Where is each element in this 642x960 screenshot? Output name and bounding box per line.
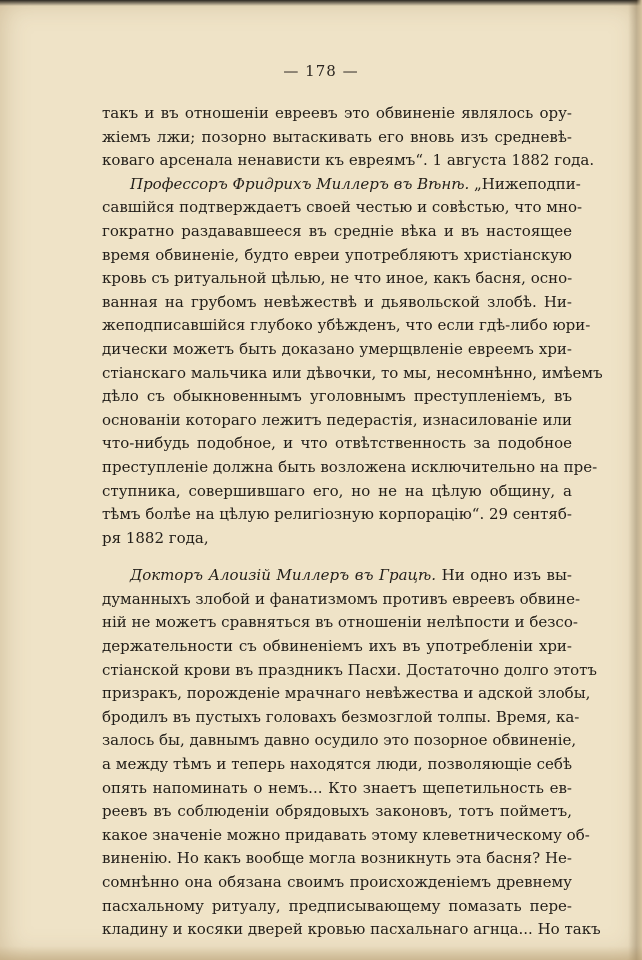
italic-heading: Докторъ Алоизій Миллеръ въ Грацѣ. [130, 566, 436, 585]
paragraph-gap [102, 550, 572, 564]
line-text: Ни одно изъ вы- [436, 566, 572, 585]
text-line [102, 314, 591, 338]
page-text-body [102, 102, 603, 942]
text-line [102, 824, 590, 848]
scan-top-shadow [0, 0, 642, 6]
line-text: призракъ, порожденіе мрачнаго невѣжества и адской злобы, [102, 684, 591, 703]
text-line [102, 362, 603, 386]
text-line [102, 800, 572, 824]
line-text: кровь съ ритуальной цѣлью, не что иное, какъ басня, осно- [102, 269, 573, 288]
text-line [102, 659, 597, 683]
line-text: гократно раздававшееся въ средніе вѣка и въ настоящее [102, 221, 572, 240]
text-line [102, 527, 572, 551]
line-text: бродилъ въ пустыхъ головахъ безмозглой толпы. Время, ка- [102, 707, 580, 726]
text-line [102, 564, 572, 588]
text-line [102, 173, 581, 197]
text-line [102, 244, 572, 268]
text-line [102, 291, 572, 315]
text-line [102, 871, 572, 895]
text-line [102, 847, 572, 871]
page-number: — 178 — [283, 62, 359, 80]
line-text: время обвиненіе, будто евреи употребляютъ христіанскую [102, 245, 572, 264]
line-text: а между тѣмъ и теперь находятся люди, позволяющіе себѣ [102, 755, 572, 774]
line-text: что-нибудь подобное, и что отвѣтственность за подобное [102, 434, 572, 453]
text-line [102, 611, 578, 635]
line-text: кладину и косяки дверей кровью пасхальнаго агнца... Но такъ [102, 920, 601, 939]
text-line [102, 480, 572, 504]
italic-heading: Профессоръ Фридрихъ Миллеръ въ Вѣнѣ. [130, 174, 470, 193]
text-line [102, 895, 572, 919]
line-text: ступника, совершившаго его, но не на цѣлую общину, а [102, 481, 572, 500]
line-text: сомнѣнно она обязана своимъ происхожденіемъ древнему [102, 873, 572, 891]
page-bottom-edge [0, 946, 642, 960]
text-line [102, 456, 598, 480]
line-text: дически можетъ быть доказано умерщвленіе евреемъ хри- [102, 339, 572, 358]
text-line [102, 753, 572, 777]
text-line [102, 588, 581, 612]
text-line [102, 126, 572, 150]
text-line [102, 196, 583, 220]
text-line [102, 409, 572, 433]
text-line [102, 220, 572, 244]
line-text: тѣмъ болѣе на цѣлую религіозную корпорацію“. 29 сентяб- [102, 505, 572, 524]
text-line [102, 729, 577, 753]
line-text: пасхальному ритуалу, предписывающему помазать пере- [102, 896, 572, 915]
text-line [102, 385, 572, 409]
text-line [102, 918, 601, 942]
line-text: преступленіе должна быть возложена исключительно на пре- [102, 457, 598, 476]
text-line [102, 706, 580, 730]
text-line [102, 338, 572, 362]
line-text: коваго арсенала ненависти къ евреямъ“. 1 августа 1882 года. [102, 151, 595, 170]
line-text: стіанской крови въ праздникъ Пасхи. Достаточно долго этотъ [102, 660, 597, 679]
text-line [102, 102, 572, 126]
text-line [102, 503, 572, 527]
text-line [102, 432, 572, 456]
line-text: основаніи котораго лежитъ педерастія, изнасилованіе или [102, 410, 572, 429]
text-line [102, 635, 572, 659]
line-text: залось бы, давнымъ давно осудило это позорное обвиненіе, [102, 731, 577, 750]
line-text: стіанскаго мальчика или дѣвочки, то мы, несомнѣнно, имѣемъ [102, 363, 603, 382]
line-text: ванная на грубомъ невѣжествѣ и дьявольской злобѣ. Ни- [102, 292, 572, 311]
line-text: опять напоминать о немъ... Кто знаетъ щепетильность ев- [102, 778, 572, 797]
line-text: савшійся подтверждаетъ своей честью и совѣстью, что мно- [102, 198, 583, 217]
paragraph [102, 102, 595, 173]
line-text: дѣло съ обыкновеннымъ уголовнымъ преступленіемъ, въ [102, 387, 572, 406]
line-text: „Нижеподпи- [469, 174, 581, 193]
line-text: какое значеніе можно придавать этому клеветническому об- [102, 825, 590, 844]
line-text: думанныхъ злобой и фанатизмомъ противъ евреевъ обвине- [102, 589, 581, 608]
paragraph [102, 173, 603, 551]
paragraph [102, 564, 601, 942]
line-text: ній не можетъ сравняться въ отношеніи нелѣпости и безсо- [102, 613, 578, 632]
text-line [102, 267, 572, 291]
line-text: жеподписавшійся глубоко убѣжденъ, что если гдѣ-либо юри- [102, 316, 591, 335]
page-right-edge [628, 0, 642, 960]
line-text: виненію. Но какъ вообще могла возникнуть эта басня? Не- [102, 849, 572, 868]
line-text: такъ и въ отношеніи евреевъ это обвиненіе являлось ору- [102, 104, 572, 122]
text-line [102, 149, 595, 173]
line-text: жіемъ лжи; позорно вытаскивать его вновь изъ средневѣ- [102, 127, 572, 146]
line-text: ря 1882 года, [102, 528, 209, 547]
line-text: держательности съ обвиненіемъ ихъ въ употребленіи хри- [102, 637, 572, 656]
line-text: реевъ въ соблюденіи обрядовыхъ законовъ, тотъ пойметъ, [102, 802, 572, 821]
text-line [102, 682, 591, 706]
text-line [102, 777, 572, 801]
